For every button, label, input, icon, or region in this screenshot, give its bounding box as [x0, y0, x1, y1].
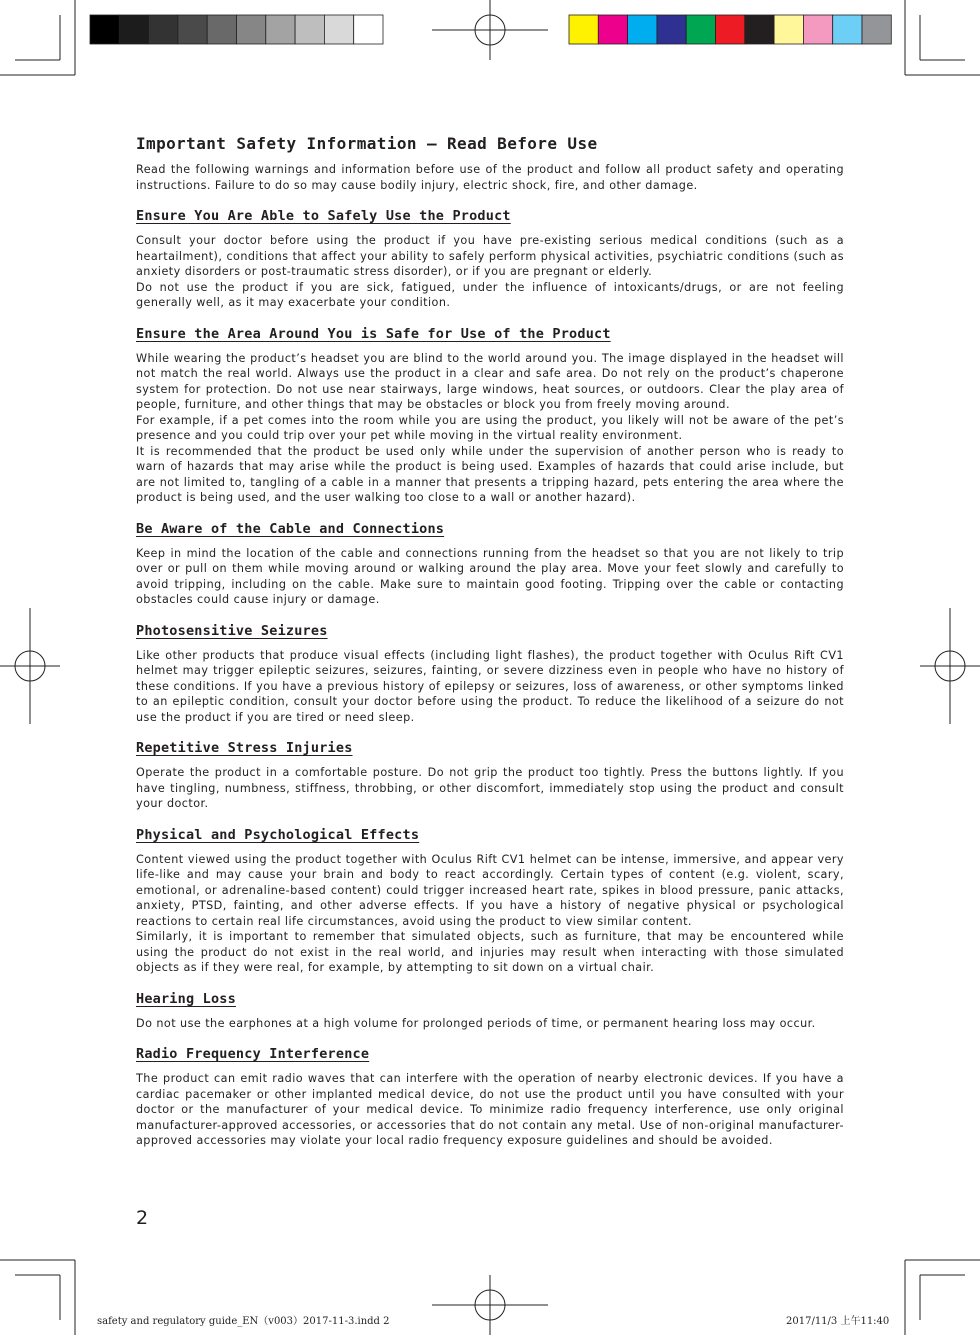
gray-swatch	[119, 15, 148, 44]
document-body	[136, 133, 844, 1149]
gray-swatch	[207, 15, 236, 44]
gray-swatch	[266, 15, 295, 44]
sections	[136, 207, 844, 1149]
section-paragraph: Consult your doctor before using the product if you have pre-existing serious medical conditions (such as a heartailment), conditions that affect your ability to safely perform physical activities, psychiatric conditions (such as anxiety disorders or post-traumatic stress disorder), or if you are pregnant or elderly.	[136, 234, 844, 278]
section-paragraph: Do not use the product if you are sick, fatigued, under the influence of intoxicants/drugs, or are not feeling generally well, as it may exacerbate your condition.	[136, 280, 844, 309]
color-swatch	[628, 15, 657, 44]
process-color-bar	[569, 15, 891, 44]
color-swatch	[745, 15, 774, 44]
color-swatch	[774, 15, 803, 44]
section-paragraph: Operate the product in a comfortable posture. Do not grip the product too tightly. Press the buttons lightly. If you have tingling, numbness, stiffness, throbbing, or other discomfort, immediately stop using the product and consult your doctor.	[136, 766, 844, 810]
section-heading: Hearing Loss	[136, 990, 236, 1007]
color-swatch	[686, 15, 715, 44]
gray-swatch	[178, 15, 207, 44]
date-slug: 2017/11/3 上午11:40	[786, 1316, 890, 1327]
section-paragraph: Keep in mind the location of the cable and connections running from the headset so that you are not likely to trip over or pull on them while moving around or walking around the play area. Move your feet slowly and carefully to avoid tripping, including on the cable. Make sure to maintain good footing. Tripping over the cable or contacting obstacles could cause injury or damage.	[136, 546, 844, 606]
color-swatch	[803, 15, 832, 44]
color-swatch	[833, 15, 862, 44]
section-heading: Physical and Psychological Effects	[136, 826, 420, 843]
intro-paragraph: Read the following warnings and information before use of the product and follow all product safety and operating instructions. Failure to do so may cause bodily injury, electric shock, fire, and other damage.	[136, 163, 844, 192]
gray-swatch	[324, 15, 353, 44]
section-paragraph: While wearing the product’s headset you are blind to the world around you. The image displayed in the headset will not match the real world. Always use the product in a clear and safe area. Do not rely on the product’s chaperone system for protection. Do not use near stairways, large windows, heat sources, or outdoors. Clear the play area of people, furniture, and other things that may be obstacles or block you from freely moving around.	[136, 351, 844, 411]
page-number: 2	[136, 1207, 149, 1229]
section-heading: Photosensitive Seizures	[136, 622, 328, 639]
color-swatch	[569, 15, 598, 44]
gray-swatch	[354, 15, 383, 44]
section-heading: Repetitive Stress Injuries	[136, 740, 353, 756]
section-paragraph: Do not use the earphones at a high volume for prolonged periods of time, or permanent hearing loss may occur.	[136, 1016, 816, 1030]
section-heading: Ensure You Are Able to Safely Use the Product	[136, 208, 511, 224]
section-paragraph: Like other products that produce visual effects (including light flashes), the product together with Oculus Rift CV1 helmet may trigger epileptic seizures, seizures, fainting, or severe dizziness even in people who have no history of these conditions. If you have a previous history of epilepsy or seizures, loss of awareness, or other symptoms linked to an epileptic condition, consult your doctor before using the product. To reduce the likelihood of a seizure do not use the product if you are tired or need sleep.	[136, 648, 844, 724]
color-swatch	[598, 15, 627, 44]
gray-swatch	[237, 15, 266, 44]
color-swatch	[657, 15, 686, 44]
section-heading: Ensure the Area Around You is Safe for Use of the Product	[136, 325, 611, 342]
section-paragraph: Similarly, it is important to remember that simulated objects, such as furniture, that may be encountered while using the product do not exist in the real world, and injuries may result when interacting with those simulated objects as if they were real, for example, by attempting to sit down on a virtual chair.	[136, 930, 844, 974]
grayscale-color-bar	[90, 15, 383, 44]
section-paragraph: It is recommended that the product be used only while under the supervision of another person who is ready to warn of hazards that may arise while the product is being used. Examples of hazards that could arise include, but are not limited to, tangling of a cable in a manner that presents a tripping hazard, pets entering the area where the product is being used, and the user walking too close to a wall or another hazard).	[136, 444, 844, 504]
section-paragraph: The product can emit radio waves that can interfere with the operation of nearby electronic devices. If you have a cardiac pacemaker or other implanted medical device, do not use the product until you have consulted with your doctor or the manufacturer of your medical device. To minimize radio frequency interference, use only original manufacturer-approved accessories, or accessories that do not contain any metal. Use of non-original manufacturer-approved accessories may violate your local radio frequency exposure guidelines and should be avoided.	[136, 1072, 844, 1147]
section-paragraph: For example, if a pet comes into the room while you are using the product, you likely will not be aware of the pet’s presence and you could trip over your pet while moving in the virtual reality environment.	[136, 413, 844, 442]
gray-swatch	[149, 15, 178, 44]
gray-swatch	[90, 15, 119, 44]
section-heading: Be Aware of the Cable and Connections	[136, 520, 445, 537]
color-swatch	[862, 15, 891, 44]
gray-swatch	[295, 15, 324, 44]
section-heading: Radio Frequency Interference	[136, 1046, 370, 1062]
section-paragraph: Content viewed using the product together with Oculus Rift CV1 helmet can be intense, immersive, and appear very life-like and may cause your brain and body to react accordingly. Certain types of content (e.g. violent, scary, emotional, or adrenaline-based content) could trigger increased heart rate, spikes in blood pressure, panic attacks, anxiety, PTSD, fainting, and other adverse effects. If you have a history of negative physical or psychological reactions to certain real life circumstances, avoid using the product to view similar content.	[136, 852, 844, 928]
page-title: Important Safety Information – Read Before Use	[136, 134, 598, 153]
file-slug: safety and regulatory guide_EN（v003）2017-11-3.indd 2	[97, 1316, 390, 1327]
color-swatch	[716, 15, 745, 44]
